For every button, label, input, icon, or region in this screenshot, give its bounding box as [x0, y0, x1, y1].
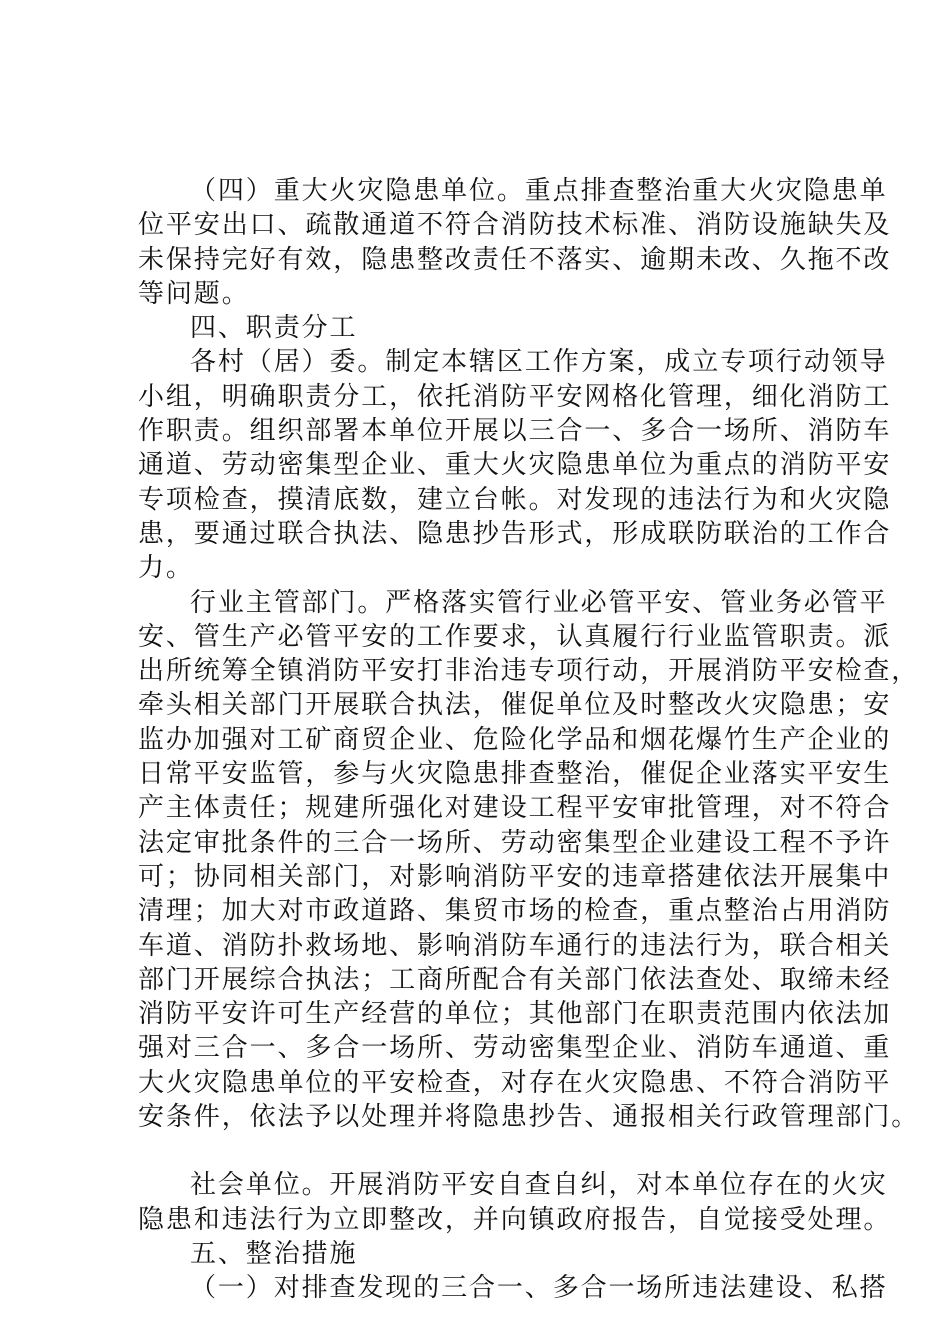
- paragraph-major-hazard-line-1: （四）重大火灾隐患单位。重点排查整治重大火灾隐患单: [190, 176, 888, 206]
- paragraph-industry-line-10: 清理；加大对市政道路、集贸市场的检查，重点整治占用消防: [138, 896, 892, 927]
- paragraph-village-line-2: 小组，明确职责分工，依托消防平安网格化管理，细化消防工: [138, 381, 892, 412]
- document-body: [138, 174, 920, 1306]
- paragraph-industry-line-6: 日常平安监管，参与火灾隐患排查整治，催促企业落实平安生: [138, 759, 892, 790]
- paragraph-industry-line-11: 车道、消防扑救场地、影响消防车通行的违法行为，联合相关: [138, 930, 892, 961]
- paragraph-major-hazard-line-2: 位平安出口、疏散通道不符合消防技术标准、消防设施缺失及: [138, 210, 892, 241]
- paragraph-industry-line-13: 消防平安许可生产经营的单位；其他部门在职责范围内依法加: [138, 999, 892, 1030]
- paragraph-social-line-2: 隐患和违法行为立即整改，并向镇政府报告，自觉接受处理。: [138, 1204, 892, 1235]
- paragraph-industry-line-4: 牵头相关部门开展联合执法，催促单位及时整改火灾隐患；安: [138, 690, 892, 721]
- paragraph-major-hazard-line-4: 等问题。: [138, 278, 250, 309]
- paragraph-industry-line-3: 出所统筹全镇消防平安打非治违专项行动，开展消防平安检查，: [138, 656, 920, 687]
- paragraph-village-line-5: 专项检查，摸清底数，建立台帐。对发现的违法行为和火灾隐: [138, 484, 892, 515]
- paragraph-village-line-1: 各村（居）委。制定本辖区工作方案，成立专项行动领导: [190, 347, 888, 378]
- paragraph-industry-line-14: 强对三合一、多合一场所、劳动密集型企业、消防车通道、重: [138, 1033, 892, 1064]
- paragraph-industry-line-2: 安、管生产必管平安的工作要求，认真履行行业监管职责。派: [138, 621, 892, 652]
- paragraph-industry-line-16: 安条件，依法予以处理并将隐患抄告、通报相关行政管理部门。: [138, 1102, 920, 1133]
- paragraph-industry-line-9: 可；协同相关部门，对影响消防平安的违章搭建依法开展集中: [138, 861, 892, 892]
- section-heading-measures: 五、整治措施: [190, 1238, 358, 1269]
- section-heading-duties: 四、职责分工: [190, 313, 358, 344]
- paragraph-industry-line-8: 法定审批条件的三合一场所、劳动密集型企业建设工程不予许: [138, 827, 892, 858]
- paragraph-measures-line-1: （一）对排查发现的三合一、多合一场所违法建设、私搭: [190, 1273, 888, 1304]
- paragraph-village-line-7: 力。: [138, 553, 194, 584]
- paragraph-industry-line-12: 部门开展综合执法；工商所配合有关部门依法查处、取缔未经: [138, 964, 892, 995]
- paragraph-village-line-6: 患，要通过联合执法、隐患抄告形式，形成联防联治的工作合: [138, 518, 892, 549]
- paragraph-social-line-1: 社会单位。开展消防平安自查自纠，对本单位存在的火灾: [190, 1170, 888, 1201]
- paragraph-major-hazard-line-3: 未保持完好有效，隐患整改责任不落实、逾期未改、久拖不改: [138, 244, 892, 275]
- paragraph-village-line-3: 作职责。组织部署本单位开展以三合一、多合一场所、消防车: [138, 416, 892, 447]
- paragraph-industry-line-5: 监办加强对工矿商贸企业、危险化学品和烟花爆竹生产企业的: [138, 724, 892, 755]
- paragraph-industry-line-15: 大火灾隐患单位的平安检查，对存在火灾隐患、不符合消防平: [138, 1067, 892, 1098]
- paragraph-gap: [138, 1134, 838, 1168]
- paragraph-industry-line-1: 行业主管部门。严格落实管行业必管平安、管业务必管平: [190, 587, 888, 618]
- paragraph-industry-line-7: 产主体责任；规建所强化对建设工程平安审批管理，对不符合: [138, 793, 892, 824]
- paragraph-village-line-4: 通道、劳动密集型企业、重大火灾隐患单位为重点的消防平安: [138, 450, 892, 481]
